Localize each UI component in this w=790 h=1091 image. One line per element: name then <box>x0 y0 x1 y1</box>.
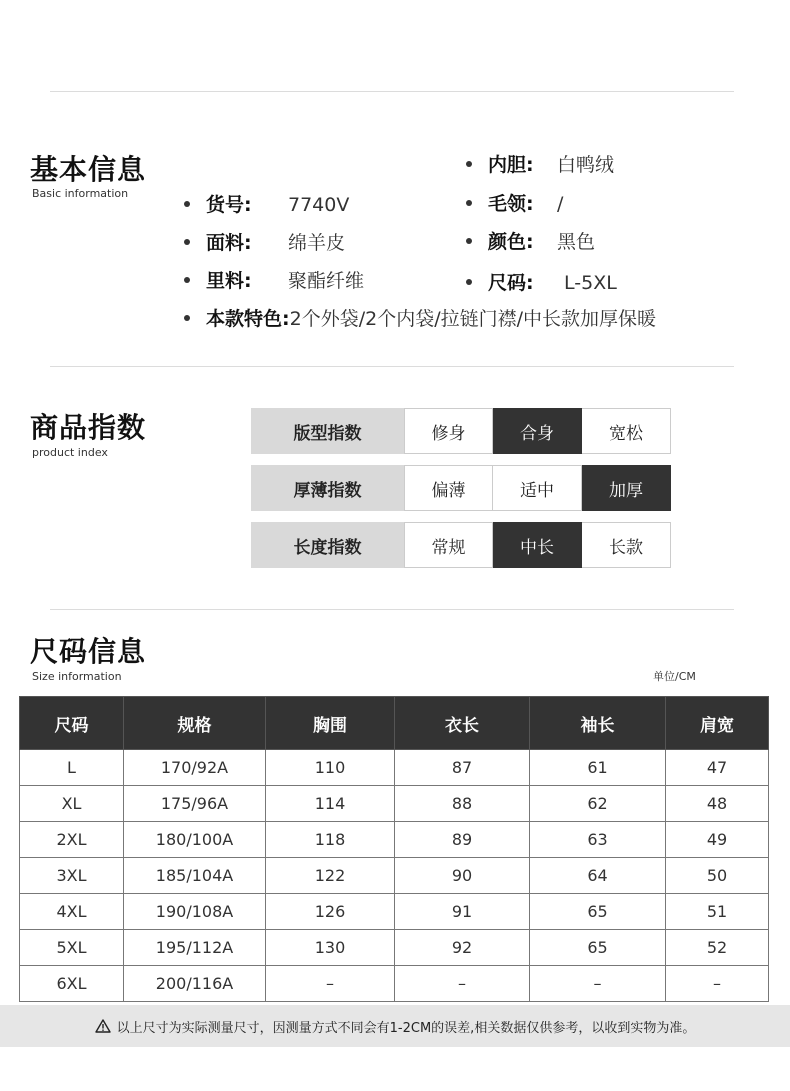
cell-size: L <box>20 750 124 786</box>
cell-spec: 175/96A <box>124 786 266 822</box>
info-item-size-range: 尺码: L-5XL <box>466 268 617 295</box>
cell-length: 91 <box>395 894 530 930</box>
cell-spec: 180/100A <box>124 822 266 858</box>
cell-chest: 126 <box>266 894 395 930</box>
cell-chest: 110 <box>266 750 395 786</box>
thickness-index-row <box>251 465 671 511</box>
cell-spec: 200/116A <box>124 966 266 1002</box>
info-item-filling: 内胆: 白鸭绒 <box>466 150 614 177</box>
cell-chest: 118 <box>266 822 395 858</box>
cell-shoulder: 47 <box>666 750 769 786</box>
bullet-icon <box>184 315 190 321</box>
col-header-spec: 规格 <box>124 697 266 750</box>
info-item-fabric: 面料: 绵羊皮 <box>184 228 345 255</box>
product-index-subtitle: product index <box>32 446 108 459</box>
cell-size: XL <box>20 786 124 822</box>
cell-shoulder: 52 <box>666 930 769 966</box>
size-info-title: 尺码信息 <box>30 635 147 668</box>
col-header-sleeve: 袖长 <box>530 697 666 750</box>
length-option-regular: 常规 <box>404 522 493 568</box>
warning-icon <box>95 1019 111 1033</box>
cell-shoulder: 51 <box>666 894 769 930</box>
length-index-label: 长度指数 <box>251 522 404 568</box>
cell-sleeve: 62 <box>530 786 666 822</box>
cell-shoulder: 49 <box>666 822 769 858</box>
col-header-chest: 胸围 <box>266 697 395 750</box>
bullet-icon <box>184 277 190 283</box>
basic-info-subtitle: Basic information <box>32 187 129 200</box>
table-row <box>20 786 769 822</box>
cell-length: 90 <box>395 858 530 894</box>
table-row <box>20 894 769 930</box>
section-divider <box>50 366 734 367</box>
thickness-option-thin: 偏薄 <box>404 465 493 511</box>
thickness-option-thick: 加厚 <box>582 465 671 511</box>
cell-length: 92 <box>395 930 530 966</box>
table-row <box>20 822 769 858</box>
size-table-header <box>20 697 769 750</box>
top-divider <box>50 91 734 92</box>
cell-spec: 195/112A <box>124 930 266 966</box>
cell-sleeve: 65 <box>530 894 666 930</box>
cell-chest: 130 <box>266 930 395 966</box>
fit-option-loose: 宽松 <box>582 408 671 454</box>
info-item-color: 颜色: 黑色 <box>466 227 595 254</box>
cell-sleeve: 61 <box>530 750 666 786</box>
measurement-notice <box>0 1005 790 1047</box>
fit-option-slim: 修身 <box>404 408 493 454</box>
col-header-length: 衣长 <box>395 697 530 750</box>
cell-sleeve: 65 <box>530 930 666 966</box>
cell-chest: 114 <box>266 786 395 822</box>
cell-sleeve: 64 <box>530 858 666 894</box>
table-row <box>20 750 769 786</box>
fit-option-regular: 合身 <box>493 408 582 454</box>
cell-spec: 190/108A <box>124 894 266 930</box>
cell-chest: – <box>266 966 395 1002</box>
table-row <box>20 930 769 966</box>
section-divider <box>50 609 734 610</box>
size-table <box>19 696 769 1002</box>
cell-size: 3XL <box>20 858 124 894</box>
bullet-icon <box>184 201 190 207</box>
product-index-title: 商品指数 <box>30 411 147 444</box>
thickness-index-label: 厚薄指数 <box>251 465 404 511</box>
cell-shoulder: – <box>666 966 769 1002</box>
bullet-icon <box>466 161 472 167</box>
cell-size: 4XL <box>20 894 124 930</box>
length-option-long: 长款 <box>582 522 671 568</box>
col-header-shoulder: 肩宽 <box>666 697 769 750</box>
bullet-icon <box>466 200 472 206</box>
fit-index-row <box>251 408 671 454</box>
cell-length: 87 <box>395 750 530 786</box>
cell-length: – <box>395 966 530 1002</box>
cell-sleeve: – <box>530 966 666 1002</box>
length-option-mid: 中长 <box>493 522 582 568</box>
info-item-sku: 货号: 7740V <box>184 190 349 217</box>
info-item-lining: 里料: 聚酯纤维 <box>184 266 364 293</box>
table-row <box>20 966 769 1002</box>
cell-length: 89 <box>395 822 530 858</box>
info-item-collar: 毛领: / <box>466 189 563 216</box>
col-header-size: 尺码 <box>20 697 124 750</box>
thickness-option-medium: 适中 <box>493 465 582 511</box>
table-row <box>20 858 769 894</box>
size-info-subtitle: Size information <box>32 670 122 683</box>
cell-spec: 185/104A <box>124 858 266 894</box>
cell-size: 2XL <box>20 822 124 858</box>
cell-chest: 122 <box>266 858 395 894</box>
cell-shoulder: 50 <box>666 858 769 894</box>
basic-info-title: 基本信息 <box>30 153 147 186</box>
cell-shoulder: 48 <box>666 786 769 822</box>
fit-index-label: 版型指数 <box>251 408 404 454</box>
length-index-row <box>251 522 671 568</box>
bullet-icon <box>184 239 190 245</box>
notice-text: 以上尺寸为实际测量尺寸，因测量方式不同会有1-2CM的误差,相关数据仅供参考，以收到实物为准。 <box>116 1020 696 1036</box>
cell-sleeve: 63 <box>530 822 666 858</box>
unit-label: 单位/CM <box>653 670 696 683</box>
info-item-features: 本款特色:2个外袋/2个内袋/拉链门襟/中长款加厚保暖 <box>184 304 656 331</box>
bullet-icon <box>466 279 472 285</box>
cell-length: 88 <box>395 786 530 822</box>
cell-size: 6XL <box>20 966 124 1002</box>
cell-spec: 170/92A <box>124 750 266 786</box>
cell-size: 5XL <box>20 930 124 966</box>
bullet-icon <box>466 238 472 244</box>
